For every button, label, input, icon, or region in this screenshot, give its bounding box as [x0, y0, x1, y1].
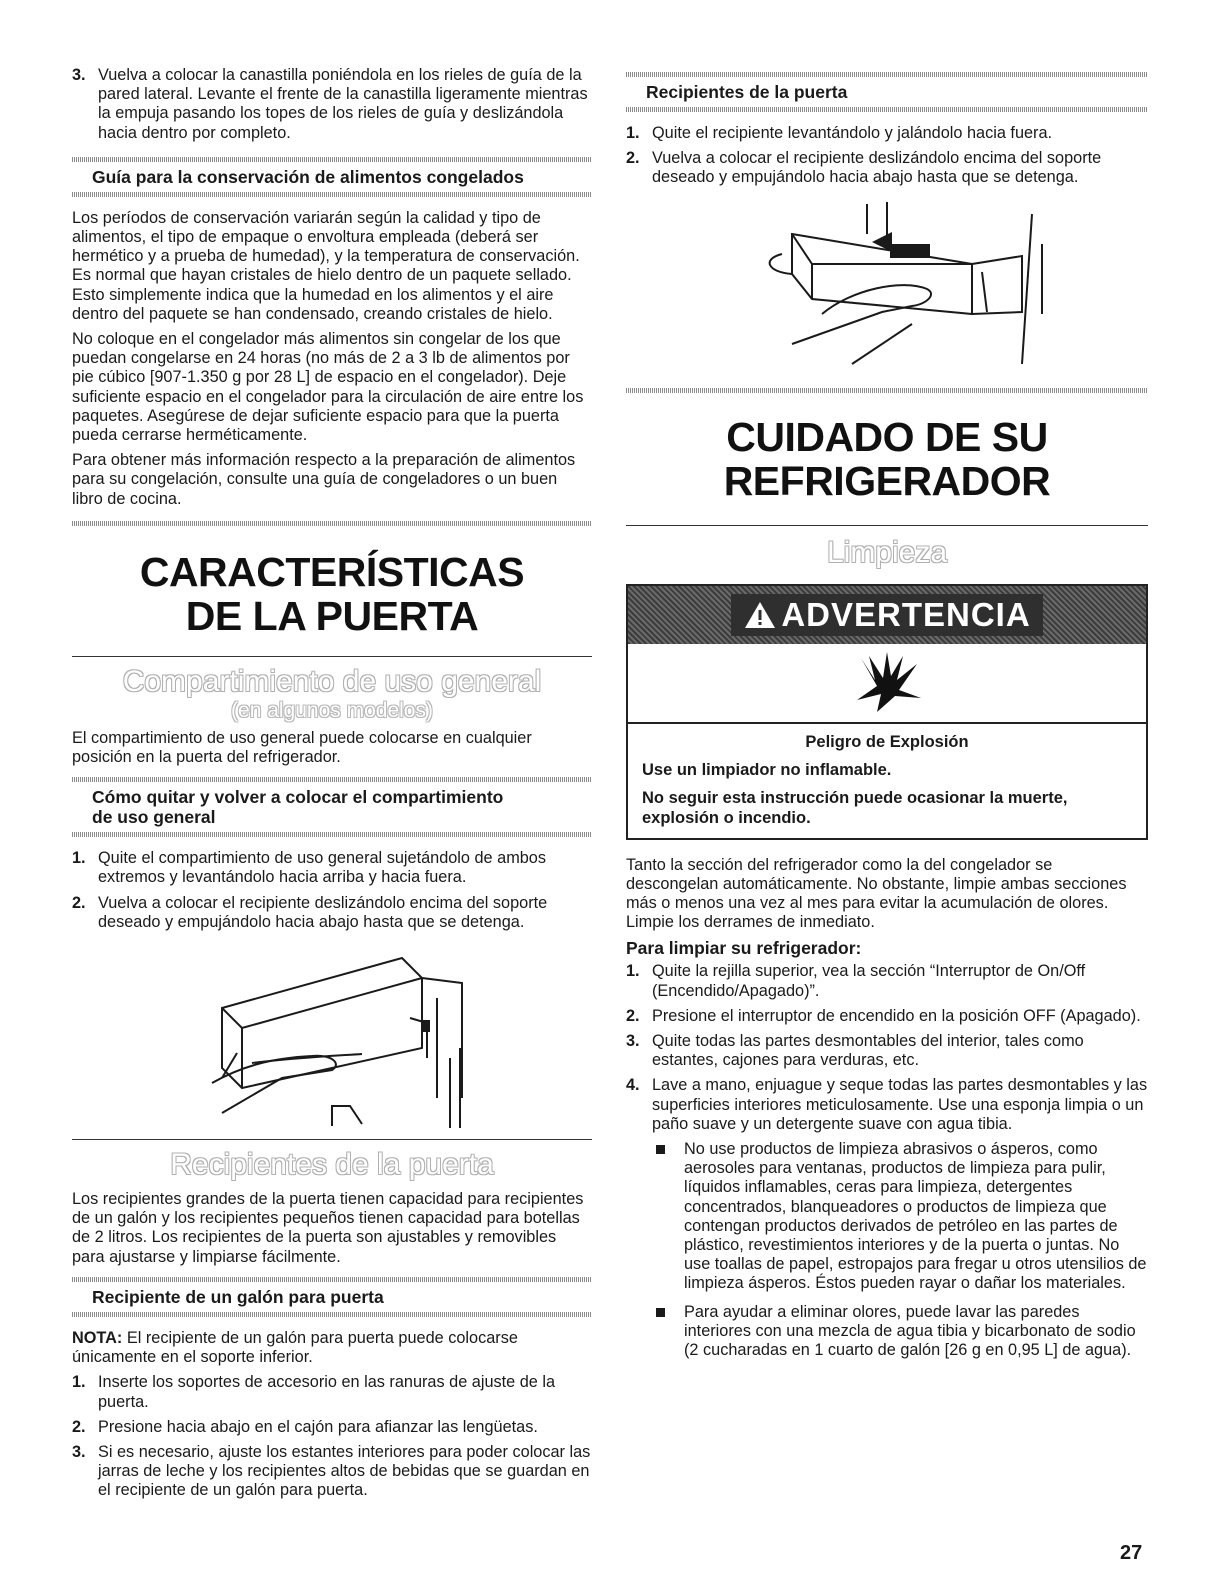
step-text: Inserte los soportes de accesorio en las ranuras de ajuste de la puerta.: [98, 1373, 556, 1411]
hatch-divider: [626, 107, 1148, 112]
section-rule: [72, 1139, 592, 1140]
step-number: 1.: [626, 962, 640, 981]
list-item: [626, 962, 1148, 1000]
clean-bullets: [652, 1140, 1148, 1360]
step-number: 2.: [626, 149, 640, 168]
door-bins-steps: [626, 124, 1148, 188]
cleaning-title: Limpieza: [826, 535, 948, 569]
step-text: Quite el compartimiento de uso general sujetándolo de ambos extremos y levantándolo hacia arriba y hacia fuera.: [98, 849, 547, 887]
basket-steps: [72, 66, 592, 143]
care-title-line1: CUIDADO DE SU: [726, 413, 1048, 460]
hatch-divider: [72, 832, 592, 837]
list-item: [626, 149, 1148, 187]
door-features-title-line1: CARACTERÍSTICAS: [139, 548, 525, 595]
step-text: Si es necesario, ajuste los estantes interiores para poder colocar las jarras de leche y los recipientes altos de bebidas que se guardan en el recipiente de un galón para puerta.: [98, 1442, 591, 1500]
hatch-divider: [72, 1312, 592, 1317]
list-item: Para ayudar a eliminar olores, puede lavar las paredes interiores con una mezcla de agua tibia y bicarbonato de sodio (2 cucharadas en 1 cuarto de galón [26 g en 0,95 L] de agua).: [652, 1303, 1148, 1361]
step-text: Vuelva a colocar el recipiente deslizándolo encima del soporte deseado y empujándolo hacia abajo hasta que se detenga.: [652, 149, 1102, 187]
warning-triangle-icon: [743, 600, 777, 630]
step-number: 2.: [626, 1006, 640, 1025]
hazard-title: Peligro de Explosión: [805, 732, 969, 751]
door-bins-paragraph: Los recipientes grandes de la puerta tienen capacidad para recipientes de un galón y los recipientes pequeños tienen capacidad para botellas de 2 litros. Los recipientes de la puerta son ajustables y removibles para ajustarse y limpiarse fácilmente.: [72, 1190, 584, 1266]
list-item: [72, 894, 592, 932]
step-text: Presione hacia abajo en el cajón para afianzar las lengüetas.: [98, 1417, 538, 1436]
list-item: [626, 1032, 1148, 1070]
warning-line-1: Use un limpiador no inflamable.: [642, 760, 892, 779]
care-title-line2: REFRIGERADOR: [723, 457, 1051, 504]
door-features-title-line2: DE LA PUERTA: [185, 592, 479, 639]
step-number: 3.: [72, 66, 86, 84]
warning-header-label: [731, 594, 1042, 636]
list-item: [72, 1373, 592, 1411]
list-item: [72, 849, 592, 887]
warning-box: [626, 584, 1148, 840]
step-number: 2.: [72, 1417, 86, 1436]
step-number: 3.: [72, 1442, 86, 1461]
utility-howto-heading-block: [72, 777, 592, 837]
freeze-paragraph-1: Los períodos de conservación variarán según la calidad y tipo de alimentos, el tipo de empaque o envoltura empleada (deberá ser hermético y a prueba de humedad), y la temperatura de conservación. Es normal que hayan cristales de hielo dentro de un paquete sellado. Esto simplemente indica que la humedad en los alimentos y el aire dentro del paquete se han condensado, creando cristales de hielo.: [72, 208, 580, 323]
title-rule: [72, 656, 592, 657]
list-item: [626, 1007, 1148, 1026]
step-number: 1.: [72, 849, 86, 868]
hatch-divider: [72, 521, 592, 526]
door-bins-sub-title: Recipientes de la puerta: [646, 82, 848, 102]
note-label: NOTA:: [72, 1328, 123, 1347]
gallon-steps: [72, 1373, 592, 1500]
hatch-divider: [72, 192, 592, 197]
step-text: Quite todas las partes desmontables del interior, tales como estantes, cajones para verduras, etc.: [652, 1032, 1084, 1070]
step-text: Vuelva a colocar el recipiente deslizándolo encima del soporte deseado y empujándolo hacia abajo hasta que se detenga.: [98, 893, 548, 931]
left-column: [72, 66, 592, 1507]
explosion-icon: [847, 650, 927, 716]
freeze-guide-heading-block: [72, 157, 592, 197]
clean-steps: [626, 962, 1148, 1134]
defrost-paragraph: Tanto la sección del refrigerador como la del congelador se descongelan automáticamente. No obstante, limpie ambas secciones más o menos una vez al mes para evitar la acumulación de olores. Limpie los derrames de inmediato.: [626, 855, 1127, 932]
step-text: Presione el interruptor de encendido en la posición OFF (Apagado).: [652, 1006, 1141, 1025]
step-number: 3.: [626, 1032, 640, 1051]
step-text: Lave a mano, enjuague y seque todas las partes desmontables y las superficies interiores meticulosamente. Use una esponja limpia o un paño suave y un detergente suave con agua tibia.: [652, 1076, 1148, 1133]
list-item: [626, 124, 1148, 143]
clean-heading: Para limpiar su refrigerador:: [626, 938, 862, 959]
step-number: 1.: [72, 1373, 86, 1392]
step-number: 2.: [72, 893, 86, 912]
warning-line-2: No seguir esta instrucción puede ocasionar la muerte, explosión o incendio.: [642, 788, 1068, 827]
utility-steps: [72, 849, 592, 932]
utility-compartment-illustration: [182, 938, 482, 1133]
list-item: [626, 1076, 1148, 1134]
step-text: Quite el recipiente levantándolo y jalándolo hacia fuera.: [652, 124, 1053, 142]
hatch-divider: [626, 388, 1148, 393]
list-item: [72, 1443, 592, 1501]
warning-body: [628, 722, 1146, 838]
door-bins-title: Recipientes de la puerta: [170, 1148, 494, 1182]
page-number: 27: [1120, 1542, 1143, 1564]
list-item: No use productos de limpieza abrasivos o ásperos, como aerosoles para ventanas, productos de limpieza para pulir, líquidos inflamables, ceras para limpieza, detergentes concentrados, blanqueadores o productos de limpieza que contengan productos derivados de petróleo en las partes de plástico, revestimientos interiores y de la puerta o juntas. No use toallas de papel, estropajos para fregar u otros utensilios de limpieza ásperos. Éstos pueden rayar o dañar los materiales.: [652, 1140, 1148, 1294]
utility-compartment-subtitle: (en algunos modelos): [231, 698, 433, 722]
freeze-paragraph-3: Para obtener más información respecto a la preparación de alimentos para su congelación, consulte una guía de congeladores o un buen libro de cocina.: [72, 451, 576, 508]
gallon-note: [72, 1329, 592, 1367]
warning-icon-row: [628, 644, 1146, 722]
warning-header-text: ADVERTENCIA: [781, 595, 1031, 633]
title-rule: [626, 525, 1148, 526]
door-bins-heading-block: [626, 72, 1148, 112]
utility-howto-title-line1: Cómo quitar y volver a colocar el compartimiento: [92, 787, 504, 808]
door-bin-illustration: [722, 194, 1052, 374]
utility-compartment-title: Compartimiento de uso general: [122, 664, 542, 698]
freeze-guide-title: Guía para la conservación de alimentos congelados: [92, 166, 524, 187]
freeze-paragraph-2: No coloque en el congelador más alimentos sin congelar de los que puedan congelarse en 24 horas (no más de 2 a 3 lb de alimentos por pie cúbico [907-1.350 g por 28 L] de espacio en el congelador). Deje suficiente espacio en el congelador para la circulación de aire entre los paquetes. Asegúrese de dejar suficiente espacio para que la puerta pueda cerrarse herméticamente.: [72, 330, 584, 445]
utility-paragraph: El compartimiento de uso general puede colocarse en cualquier posición en la puerta del refrigerador.: [72, 728, 532, 767]
utility-howto-title-line2: de uso general: [92, 807, 216, 828]
step-text: Vuelva a colocar la canastilla poniéndola en los rieles de guía de la pared lateral. Levante el frente de la canastilla ligeramente mientras la empuja pasando los topes de los rieles de guía y deslizándola hacia dentro por completo.: [98, 66, 588, 142]
gallon-bin-title: Recipiente de un galón para puerta: [92, 1286, 384, 1307]
right-column: [626, 72, 1148, 1369]
note-text: El recipiente de un galón para puerta puede colocarse únicamente en el soporte inferior.: [72, 1328, 518, 1367]
step-number: 1.: [626, 124, 640, 142]
list-item: [72, 1418, 592, 1437]
list-item: [72, 66, 592, 143]
step-number: 4.: [626, 1076, 640, 1095]
utility-howto-title: [72, 782, 592, 832]
warning-header: [628, 586, 1146, 644]
step-text: Quite la rejilla superior, vea la sección “Interruptor de On/Off (Encendido/Apagado)”.: [652, 962, 1086, 1000]
gallon-heading-block: [72, 1277, 592, 1317]
